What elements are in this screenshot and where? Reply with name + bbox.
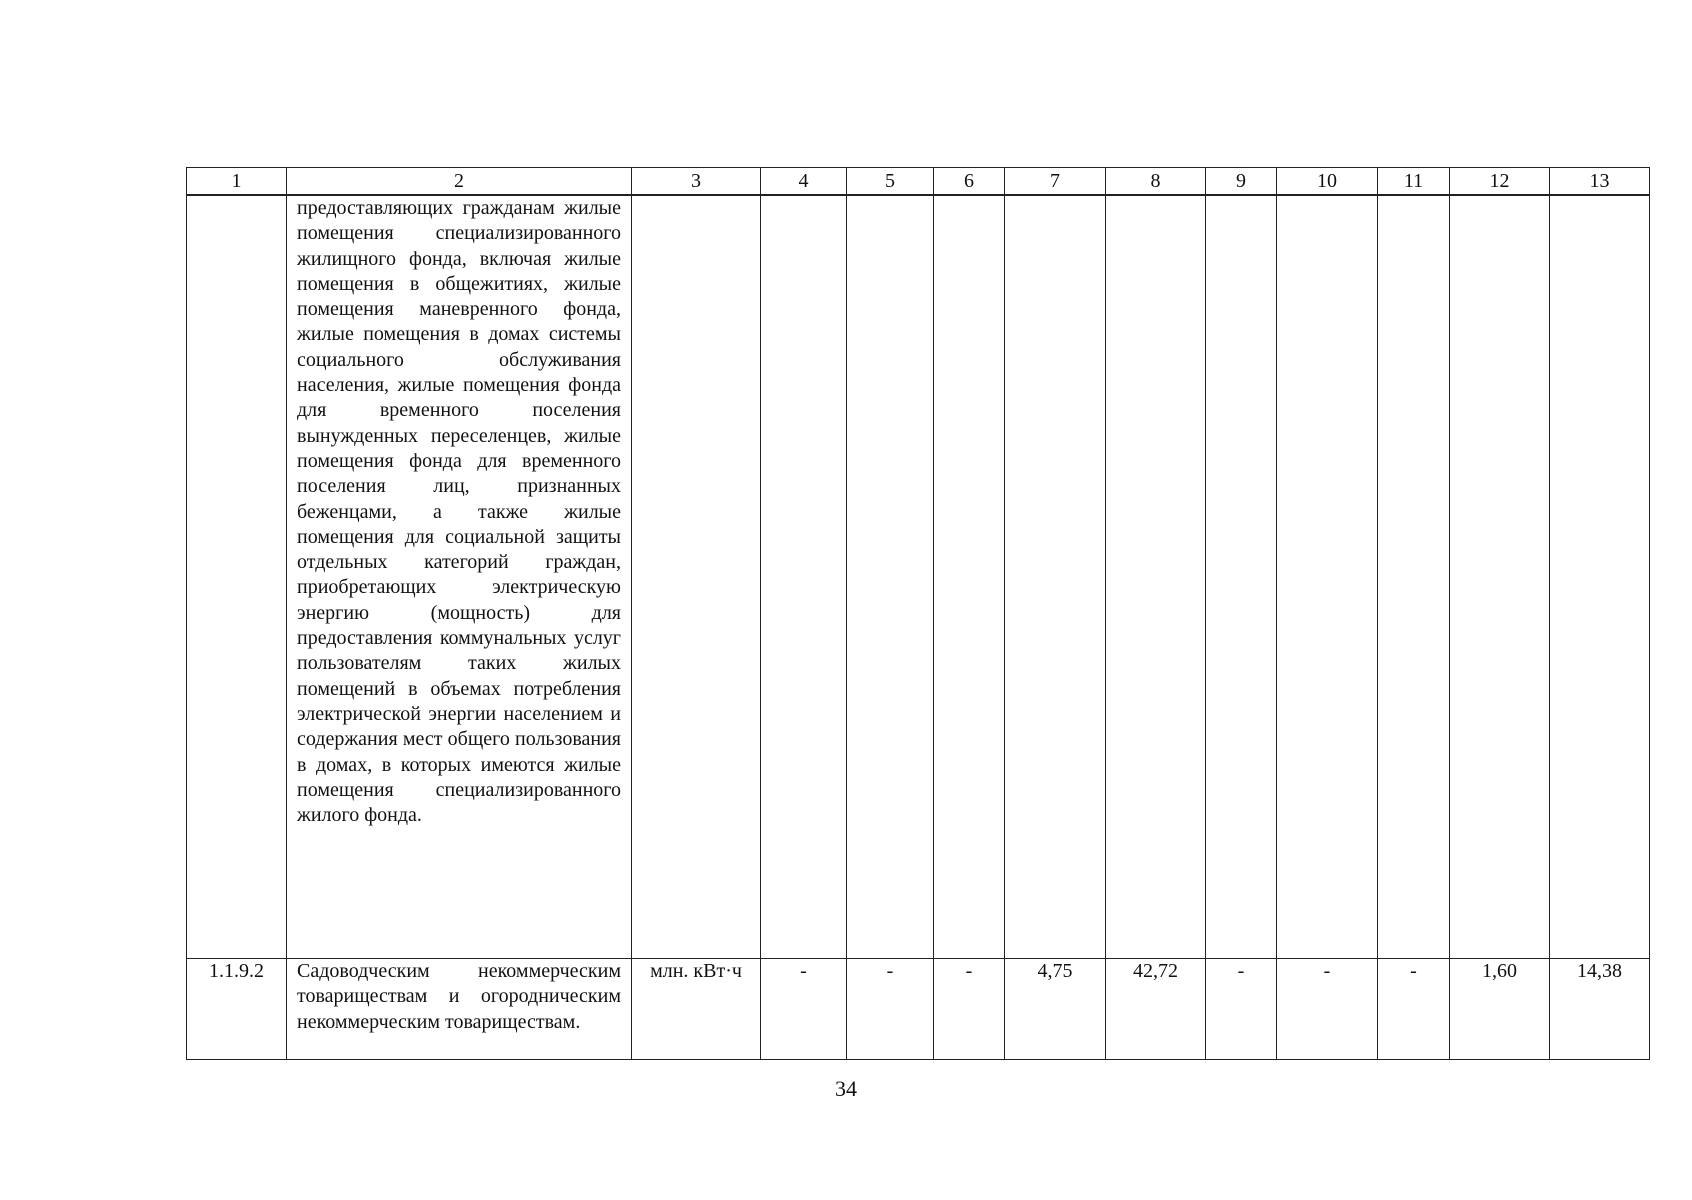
column-header: 2 [287, 168, 632, 196]
column-header: 9 [1206, 168, 1277, 196]
column-header: 11 [1378, 168, 1450, 196]
value-cell [1106, 195, 1206, 959]
value-cell: 4,75 [1005, 959, 1106, 1060]
description-cell: Садоводческим некоммерческим товариществам и огородническим некоммерческим товариществам. [287, 959, 632, 1060]
value-cell: - [1277, 959, 1378, 1060]
value-cell: - [1378, 959, 1450, 1060]
column-number-header-row [187, 168, 1650, 196]
page-number: 34 [835, 1076, 857, 1101]
table-row [187, 959, 1650, 1060]
data-table [186, 167, 1650, 1060]
column-header: 12 [1450, 168, 1550, 196]
row-code-cell: 1.1.9.2 [187, 959, 287, 1060]
value-cell [847, 195, 934, 959]
column-header: 8 [1106, 168, 1206, 196]
column-header: 1 [187, 168, 287, 196]
description-cell: предоставляющих гражданам жилые помещения специализированного жилищного фонда, включая жилые помещения в общежитиях, жилые помещения маневренного фонда, жилые помещения в домах системы социального обслуживания населения, жилые помещения фонда для временного поселения вынужденных переселенцев, жилые помещения фонда для временного поселения лиц, признанных беженцами, а также жилые помещения для социальной защиты отдельных категорий граждан, приобретающих электрическую энергию (мощность) для предоставления коммунальных услуг пользователям таких жилых помещений в объемах потребления электрической энергии населением и содержания мест общего пользования в домах, в которых имеются жилые помещения специализированного жилого фонда. [287, 195, 632, 959]
value-cell [1206, 195, 1277, 959]
value-cell [934, 195, 1005, 959]
row-code-cell [187, 195, 287, 959]
table-row [187, 195, 1650, 959]
value-cell [1450, 195, 1550, 959]
column-header: 3 [632, 168, 761, 196]
column-header: 13 [1550, 168, 1650, 196]
value-cell: - [934, 959, 1005, 1060]
value-cell: - [1206, 959, 1277, 1060]
column-header: 7 [1005, 168, 1106, 196]
value-cell [1277, 195, 1378, 959]
value-cell [1550, 195, 1650, 959]
value-cell: - [847, 959, 934, 1060]
value-cell: 14,38 [1550, 959, 1650, 1060]
unit-cell: млн. кВт·ч [632, 959, 761, 1060]
value-cell [761, 195, 847, 959]
value-cell [1005, 195, 1106, 959]
unit-cell [632, 195, 761, 959]
value-cell [1378, 195, 1450, 959]
column-header: 10 [1277, 168, 1378, 196]
value-cell: - [761, 959, 847, 1060]
column-header: 5 [847, 168, 934, 196]
column-header: 4 [761, 168, 847, 196]
value-cell: 1,60 [1450, 959, 1550, 1060]
column-header: 6 [934, 168, 1005, 196]
value-cell: 42,72 [1106, 959, 1206, 1060]
